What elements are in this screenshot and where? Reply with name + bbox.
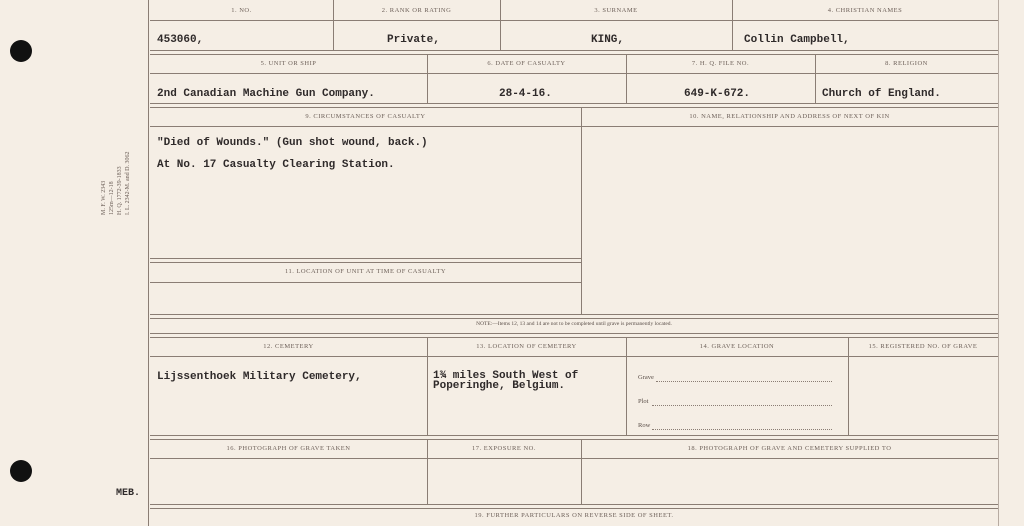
note-items: NOTE:—Items 12, 13 and 14 are not to be completed until grave is permanently located.	[476, 321, 672, 327]
value-rank: Private,	[387, 34, 440, 46]
value-location-of-cemetery-2: Poperinghe, Belgium.	[433, 380, 566, 392]
form-code-2: 125m—12-18	[109, 181, 115, 215]
value-date: 28-4-16.	[499, 88, 552, 100]
label-cemetery: 12. CEMETERY	[263, 343, 314, 350]
right-edge-line	[998, 0, 999, 526]
label-location-of-unit: 11. LOCATION OF UNIT AT TIME OF CASUALTY	[284, 268, 447, 275]
label-circumstances: 9. CIRCUMSTANCES OF CASUALTY	[305, 113, 426, 120]
label-photo-taken: 16. PHOTOGRAPH OF GRAVE TAKEN	[226, 445, 351, 452]
label-hq-file: 7. H. Q. FILE NO.	[691, 60, 750, 67]
value-surname: KING,	[591, 34, 625, 46]
label-photo-supplied: 18. PHOTOGRAPH OF GRAVE AND CEMETERY SUPPLIED TO	[687, 445, 892, 452]
form-code-3: H. Q. 1772-39-1833	[117, 166, 123, 215]
initials: MEB.	[116, 488, 141, 499]
label-further-particulars: 19. FURTHER PARTICULARS ON REVERSE SIDE OF SHEET.	[474, 512, 674, 519]
label-date: 6. DATE OF CASUALTY	[487, 60, 566, 67]
grave-field-label: Grave	[638, 374, 654, 381]
label-location-of-cemetery: 13. LOCATION OF CEMETERY	[476, 343, 577, 350]
label-unit: 5. UNIT OR SHIP	[260, 60, 317, 67]
label-exposure: 17. EXPOSURE NO.	[472, 445, 536, 452]
form-code-4: I. L. 2342-M. and D. 3062	[125, 151, 131, 215]
label-rank: 2. RANK OR RATING	[381, 7, 452, 14]
value-circumstances-2: At No. 17 Casualty Clearing Station.	[157, 159, 395, 171]
label-christian-names: 4. CHRISTIAN NAMES	[827, 7, 903, 14]
label-grave-location: 14. GRAVE LOCATION	[699, 343, 775, 350]
value-hq-file: 649-K-672.	[684, 88, 751, 100]
value-christian-names: Collin Campbell,	[744, 34, 850, 46]
plot-field-label: Plot	[638, 398, 649, 405]
label-religion: 8. RELIGION	[885, 60, 928, 67]
form-code-vertical	[100, 152, 132, 216]
form-code-1: M. F. W. 2343	[101, 180, 107, 215]
left-margin-line	[148, 0, 149, 526]
value-religion: Church of England.	[822, 88, 941, 100]
value-no: 453060,	[157, 34, 204, 46]
value-unit: 2nd Canadian Machine Gun Company.	[157, 88, 375, 100]
value-cemetery: Lijssenthoek Military Cemetery,	[157, 371, 362, 383]
label-no: 1. NO.	[231, 7, 252, 14]
punch-hole-bottom	[10, 460, 32, 482]
label-registered-no: 15. REGISTERED NO. OF GRAVE	[868, 343, 978, 350]
value-circumstances-1: "Died of Wounds." (Gun shot wound, back.)	[157, 137, 428, 149]
label-surname: 3. SURNAME	[594, 7, 638, 14]
value-location-of-cemetery-1: 1¾ miles South West of	[433, 370, 579, 382]
punch-hole-top	[10, 40, 32, 62]
row-field-label: Row	[638, 422, 651, 429]
label-next-of-kin: 10. NAME, RELATIONSHIP AND ADDRESS OF NEXT OF KIN	[689, 113, 890, 120]
